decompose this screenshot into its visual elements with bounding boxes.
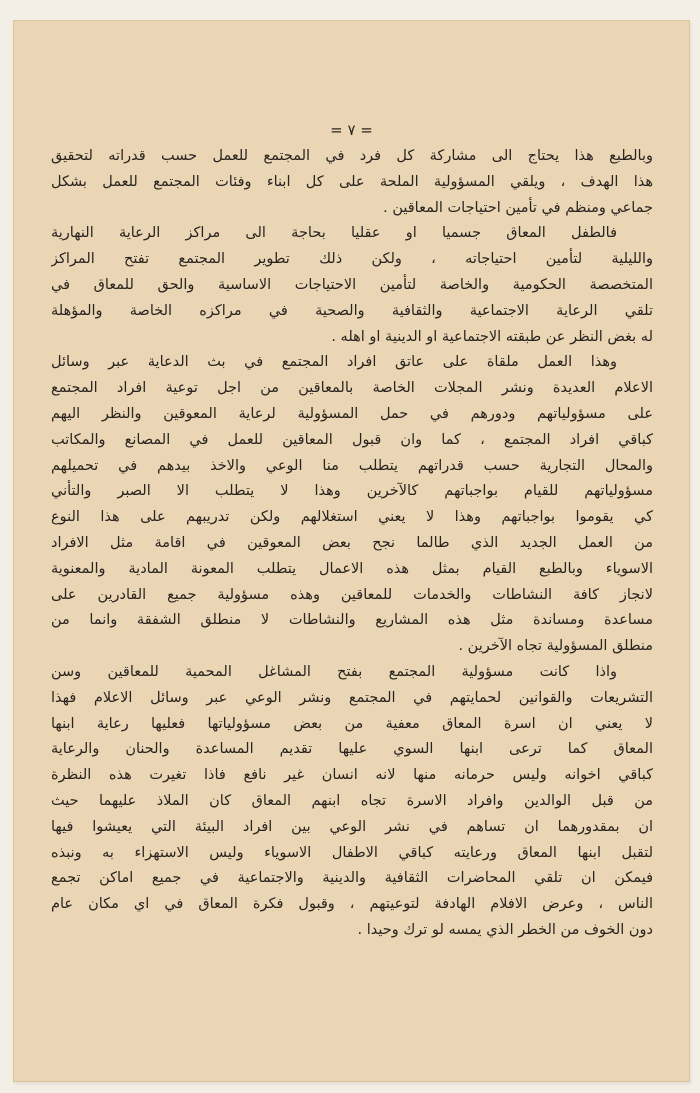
text-line: لانجاز كافة النشاطات والخدمات للمعاقين وهذه مسؤولية جميع القادرين على [51, 586, 653, 603]
text-line: كباقي افراد المجتمع ، كما وان قبول المعاقين للعمل في المصانع والمكاتب [51, 431, 653, 448]
paragraph [51, 144, 653, 221]
text-line: وبالطبع هذا يحتاج الى مشاركة كل فرد في المجتمع للعمل حسب قدراته لتحقيق [51, 148, 653, 164]
text-line: الناس ، وعرض الافلام الهادفة لتوعيتهم ، وقبول فكرة المعاق في اي مكان عام [51, 896, 653, 913]
text-line: دون الخوف من الخطر الذي يمسه لو ترك وحيدا . [357, 921, 653, 938]
text-line: ان بمقدورهما ان تساهم في نشر الوعي بين افراد البيئة التي يعيشوا فيها [51, 818, 653, 835]
text-line: الاسوياء وبالطبع القيام بمثل هذه الاعمال يتطلب المعونة المادية والمعنوية [51, 560, 653, 577]
paragraph [51, 221, 653, 350]
text-line: مساعدة ومساندة مثل هذه المشاريع والنشاطات لا منطلق الشفقة وانما من [51, 612, 653, 629]
text-line: على مسؤولياتهم ودورهم في حمل المسؤولية لرعاية المعوقين والنظر اليهم [51, 405, 653, 422]
paragraph [51, 660, 653, 944]
text-line: واذا كانت مسؤولية المجتمع بفتح المشاغل المحمية للمعاقين وسن [51, 663, 617, 680]
text-line: والمحال التجارية حسب قدراتهم يتطلب منا الوعي والاخذ بيدهم في تحميلهم [51, 457, 653, 474]
text-line: وهذا العمل ملقاة على عاتق افراد المجتمع في بث الدعاية عبر وسائل [51, 354, 617, 371]
text-line: المتخصصة الحكومية والخاصة لتأمين الاحتياجات الاساسية والحق للمعاق في [51, 276, 653, 293]
text-line: والليلية لتأمين احتياجاته ، ولكن ذلك تطوير المجتمع تفتح المراكز [51, 251, 653, 268]
text-line: التشريعات والقوانين لحمايتهم في المجتمع ونشر الوعي عبر وسائل الاعلام فهذا [51, 689, 653, 706]
text-line: هذا الهدف ، ويلقي المسؤولية الملحة على كل ابناء وفئات المجتمع للعمل بشكل [51, 173, 653, 190]
text-line: فالطفل المعاق جسميا او عقليا بحاجة الى مراكز الرعاية النهارية [51, 225, 617, 242]
text-line: كي يقوموا بواجباتهم وهذا لا يعني استغلالهم ولكن تدريبهم على هذا النوع [51, 509, 653, 526]
text-line: من قبل الوالدين وافراد الاسرة تجاه ابنهم المعاق كان الملاذ عليهما حيث [51, 792, 653, 809]
text-line: فيمكن ان تلقي المحاضرات الثقافية والدينية والاجتماعية في جميع اماكن تجمع [51, 870, 653, 887]
document-page [13, 20, 690, 1082]
text-line: جماعي ومنظم في تأمين احتياجات المعاقين . [383, 199, 653, 216]
body-text [51, 144, 653, 944]
text-line: الاعلام العديدة ونشر المجلات الخاصة بالمعاقين من اجل توعية افراد المجتمع [51, 380, 653, 397]
text-line: لتقبل ابنها المعاق ورعايته كباقي الاطفال الاسوياء وليس الاستهزاء به ونبذه [51, 844, 653, 861]
text-line: من العمل الجديد الذي طالما نجح بعض المعوقين في اقامة مثل الافراد [51, 534, 653, 551]
text-line: لا يعني ان اسرة المعاق معفية من بعض مسؤولياتها فعليها رعاية ابنها [51, 715, 653, 732]
text-line: المعاق كما ترعى ابنها السوي عليها تقديم المساعدة والحنان والرعاية [51, 741, 653, 758]
paragraph [51, 350, 653, 660]
text-line: مسؤولياتهم للقيام بواجباتهم كالآخرين وهذا لا يتطلب الا الصبر والتأني [51, 483, 653, 500]
page-number: = ٧ = [330, 121, 373, 139]
text-line: له بغض النظر عن طبقته الاجتماعية او الدينية او اهله . [331, 328, 653, 345]
text-line: كباقي اخوانه وليس حرمانه منها لانه انسان غير نافع فاذا تغيرت هذه النظرة [51, 767, 653, 784]
text-line: منطلق المسؤولية تجاه الآخرين . [458, 638, 653, 655]
text-line: تلقي الرعاية الاجتماعية والثقافية والصحية في مراكزه الخاصة والمؤهلة [51, 302, 653, 319]
